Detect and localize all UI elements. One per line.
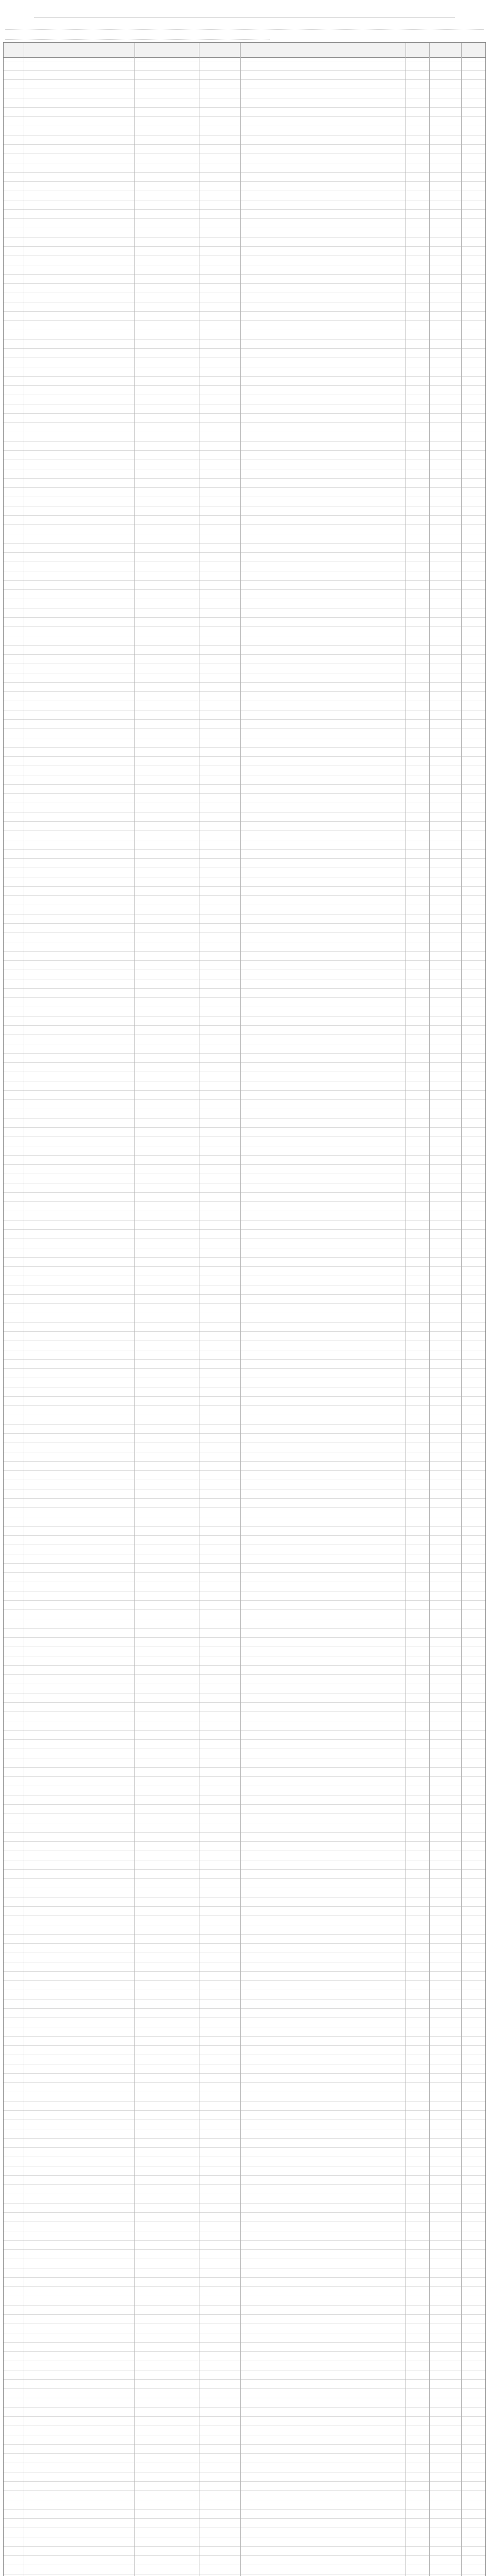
column-plan-count	[406, 43, 430, 2576]
column-header	[241, 43, 406, 58]
column-category	[135, 43, 199, 2576]
note-placeholder-line	[5, 22, 484, 30]
column-header	[135, 43, 199, 58]
column-header	[406, 43, 429, 58]
column-major-code	[199, 43, 241, 2576]
column-major-name	[241, 43, 406, 2576]
column-header	[199, 43, 240, 58]
column-study-length	[462, 43, 485, 2576]
column-school-name	[24, 43, 135, 2576]
column-school-code	[4, 43, 24, 2576]
column-header	[462, 43, 485, 58]
document-title-placeholder	[34, 4, 455, 18]
note-placeholder-line	[5, 32, 269, 40]
enrollment-table	[3, 42, 486, 2576]
column-header	[4, 43, 24, 58]
column-header	[430, 43, 461, 58]
column-header	[24, 43, 134, 58]
column-tuition	[430, 43, 462, 2576]
